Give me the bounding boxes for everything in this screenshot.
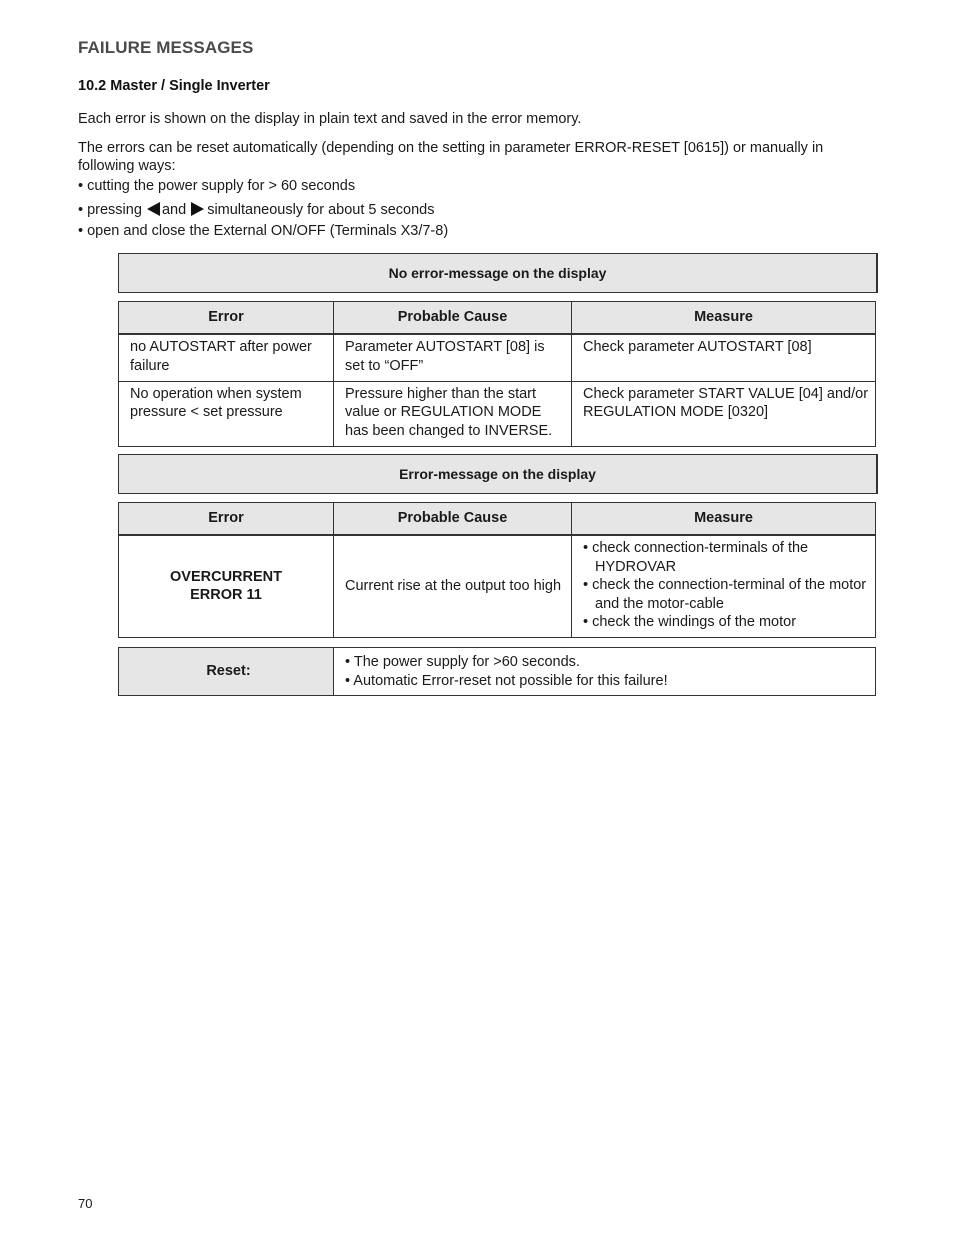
measure-item: • check the windings of the motor (583, 614, 797, 630)
reset-table (118, 647, 876, 696)
bullet-external-onoff: • open and close the External ON/OFF (Terminals X3/7-8) (78, 223, 449, 239)
header-cause: Probable Cause (334, 503, 572, 536)
error-cell: No operation when system pressure < set pressure (119, 381, 334, 446)
error-message-banner: Error-message on the display (118, 454, 878, 494)
right-arrow-icon (191, 202, 204, 216)
reset-paragraph: The errors can be reset automatically (depending on the setting in parameter ERROR-RESET [0615]) or manually in following ways: (78, 140, 824, 174)
bullet-power-cut: • cutting the power supply for > 60 seconds (78, 178, 356, 194)
reset-instructions (334, 648, 876, 696)
intro-paragraph: Each error is shown on the display in plain text and saved in the error memory. (78, 111, 582, 127)
measure-item: • check the connection-terminal of the motor and the motor-cable (583, 577, 867, 612)
reset-line: • The power supply for >60 seconds. (345, 654, 580, 670)
error-cell: no AUTOSTART after power failure (119, 334, 334, 381)
left-arrow-icon (147, 202, 160, 216)
measure-list (572, 535, 876, 637)
no-error-banner: No error-message on the display (118, 253, 878, 293)
section-heading: 10.2 Master / Single Inverter (78, 78, 270, 94)
error-code-line2: ERROR 11 (190, 587, 262, 604)
header-cause: Probable Cause (334, 302, 572, 335)
bullet-pressing (78, 201, 435, 219)
no-error-table (118, 301, 876, 447)
measure-cell: Check parameter START VALUE [04] and/or REGULATION MODE [0320] (572, 381, 876, 446)
page-number: 70 (78, 1196, 93, 1211)
table-row (119, 381, 876, 446)
error-code-line1: OVERCURRENT (170, 568, 282, 585)
header-measure: Measure (572, 503, 876, 536)
bullet-pressing-and: and (161, 202, 187, 218)
header-measure: Measure (572, 302, 876, 335)
page-heading: FAILURE MESSAGES (78, 38, 254, 57)
header-error: Error (119, 503, 334, 536)
cause-cell: Current rise at the output too high (334, 535, 572, 637)
bullet-pressing-post: simultaneously for about 5 seconds (207, 202, 435, 218)
cause-cell: Parameter AUTOSTART [08] is set to “OFF” (334, 334, 572, 381)
table-row (119, 535, 876, 637)
header-error: Error (119, 302, 334, 335)
measure-cell: Check parameter AUTOSTART [08] (572, 334, 876, 381)
reset-line: • Automatic Error-reset not possible for this failure! (345, 672, 668, 689)
error-code-cell (119, 535, 334, 637)
cause-cell: Pressure higher than the start value or REGULATION MODE has been changed to INVERSE. (334, 381, 572, 446)
bullet-pressing-pre: • pressing (78, 202, 142, 218)
measure-item: • check connection-terminals of the HYDROVAR (583, 540, 809, 575)
table-row (119, 334, 876, 381)
error-message-table (118, 502, 876, 638)
reset-label: Reset: (119, 648, 334, 696)
